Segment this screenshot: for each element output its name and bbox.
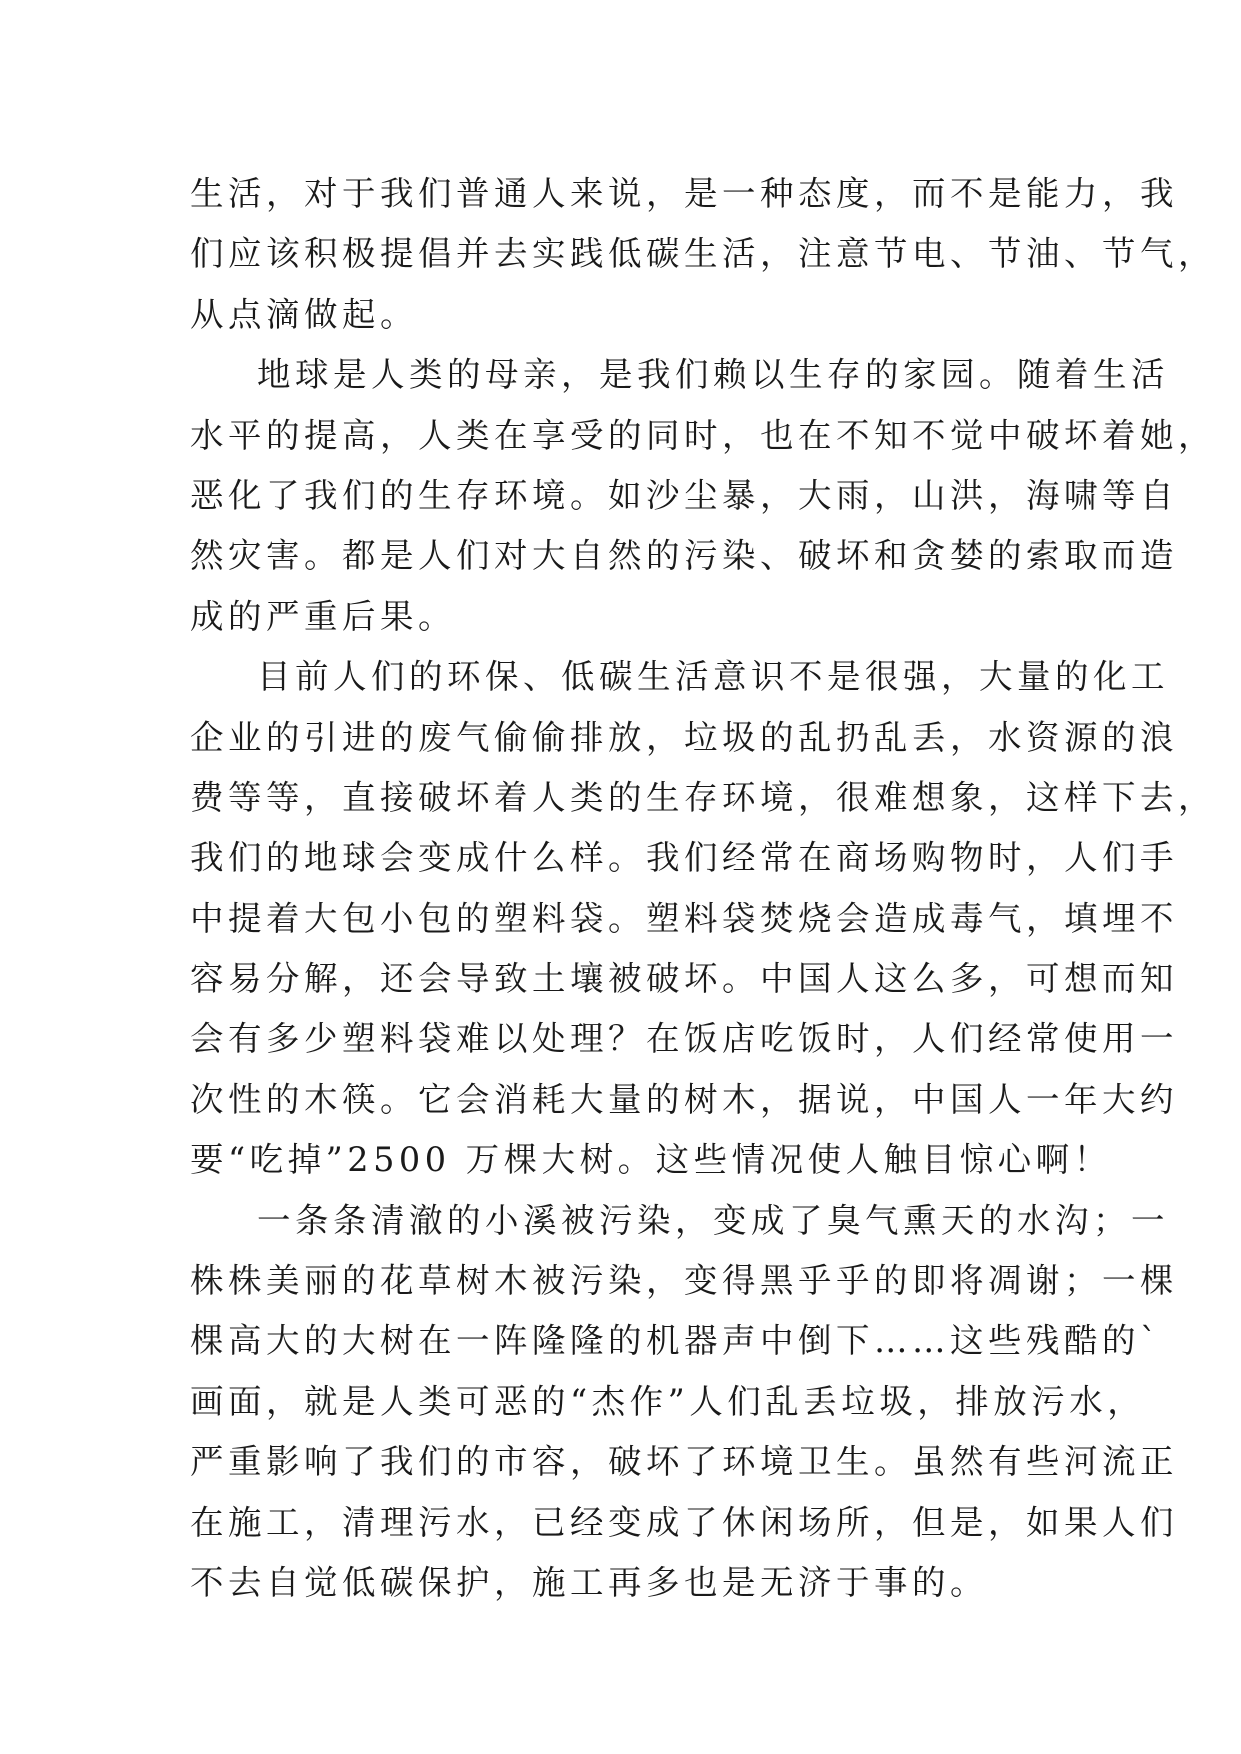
paragraph-1-line-2: 们应该积极提倡并去实践低碳生活，注意节电、节油、节气， — [190, 234, 1216, 274]
paragraph-3-line-7: 会有多少塑料袋难以处理？在饭店吃饭时，人们经常使用一 — [190, 1019, 1178, 1059]
document-body — [190, 164, 1216, 1613]
paragraph-4-line-2: 株株美丽的花草树木被污染，变得黑乎乎的即将凋谢；一棵 — [190, 1261, 1178, 1301]
paragraph-3-line-8: 次性的木筷。它会消耗大量的树木，据说，中国人一年大约 — [190, 1079, 1178, 1119]
paragraph-2-line-1: 地球是人类的母亲，是我们赖以生存的家园。随着生活 — [257, 355, 1169, 395]
paragraph-3-line-3: 费等等，直接破坏着人类的生存环境，很难想象，这样下去， — [190, 777, 1216, 817]
paragraph-4-line-7: 不去自觉低碳保护，施工再多也是无济于事的。 — [190, 1562, 988, 1602]
paragraph-1-line-3: 从点滴做起。 — [190, 294, 418, 334]
paragraph-1-line-1: 生活，对于我们普通人来说，是一种态度，而不是能力，我 — [190, 174, 1178, 213]
paragraph-3-line-9: 要“吃掉”2500 万棵大树。这些情况使人触目惊心啊！ — [190, 1140, 1112, 1180]
paragraph-4-line-6: 在施工，清理污水，已经变成了休闲场所，但是，如果人们 — [190, 1502, 1178, 1542]
paragraph-4-line-1: 一条条清澈的小溪被污染，变成了臭气熏天的水沟；一 — [257, 1200, 1169, 1240]
paragraph-2-line-2: 水平的提高，人类在享受的同时，也在不知不觉中破坏着她， — [190, 415, 1216, 455]
paragraph-3-line-2: 企业的引进的废气偷偷排放，垃圾的乱扔乱丢，水资源的浪 — [190, 717, 1178, 757]
paragraph-3-line-5: 中提着大包小包的塑料袋。塑料袋焚烧会造成毒气，填埋不 — [190, 898, 1178, 938]
paragraph-4-line-3: 棵高大的大树在一阵隆隆的机器声中倒下……这些残酷的` — [190, 1321, 1162, 1361]
paragraph-3-line-6: 容易分解，还会导致土壤被破坏。中国人这么多，可想而知 — [190, 959, 1178, 999]
paragraph-4-line-4: 画面，就是人类可恶的“杰作”人们乱丢垃圾，排放污水， — [190, 1381, 1146, 1421]
paragraph-2-line-4: 然灾害。都是人们对大自然的污染、破坏和贪婪的索取而造 — [190, 536, 1178, 576]
paragraph-4-line-5: 严重影响了我们的市容，破坏了环境卫生。虽然有些河流正 — [190, 1442, 1178, 1482]
paragraph-3-line-1: 目前人们的环保、低碳生活意识不是很强，大量的化工 — [257, 657, 1169, 697]
paragraph-3-line-4: 我们的地球会变成什么样。我们经常在商场购物时，人们手 — [190, 838, 1178, 878]
paragraph-2-line-5: 成的严重后果。 — [190, 596, 456, 636]
paragraph-2-line-3: 恶化了我们的生存环境。如沙尘暴，大雨，山洪，海啸等自 — [190, 475, 1178, 515]
